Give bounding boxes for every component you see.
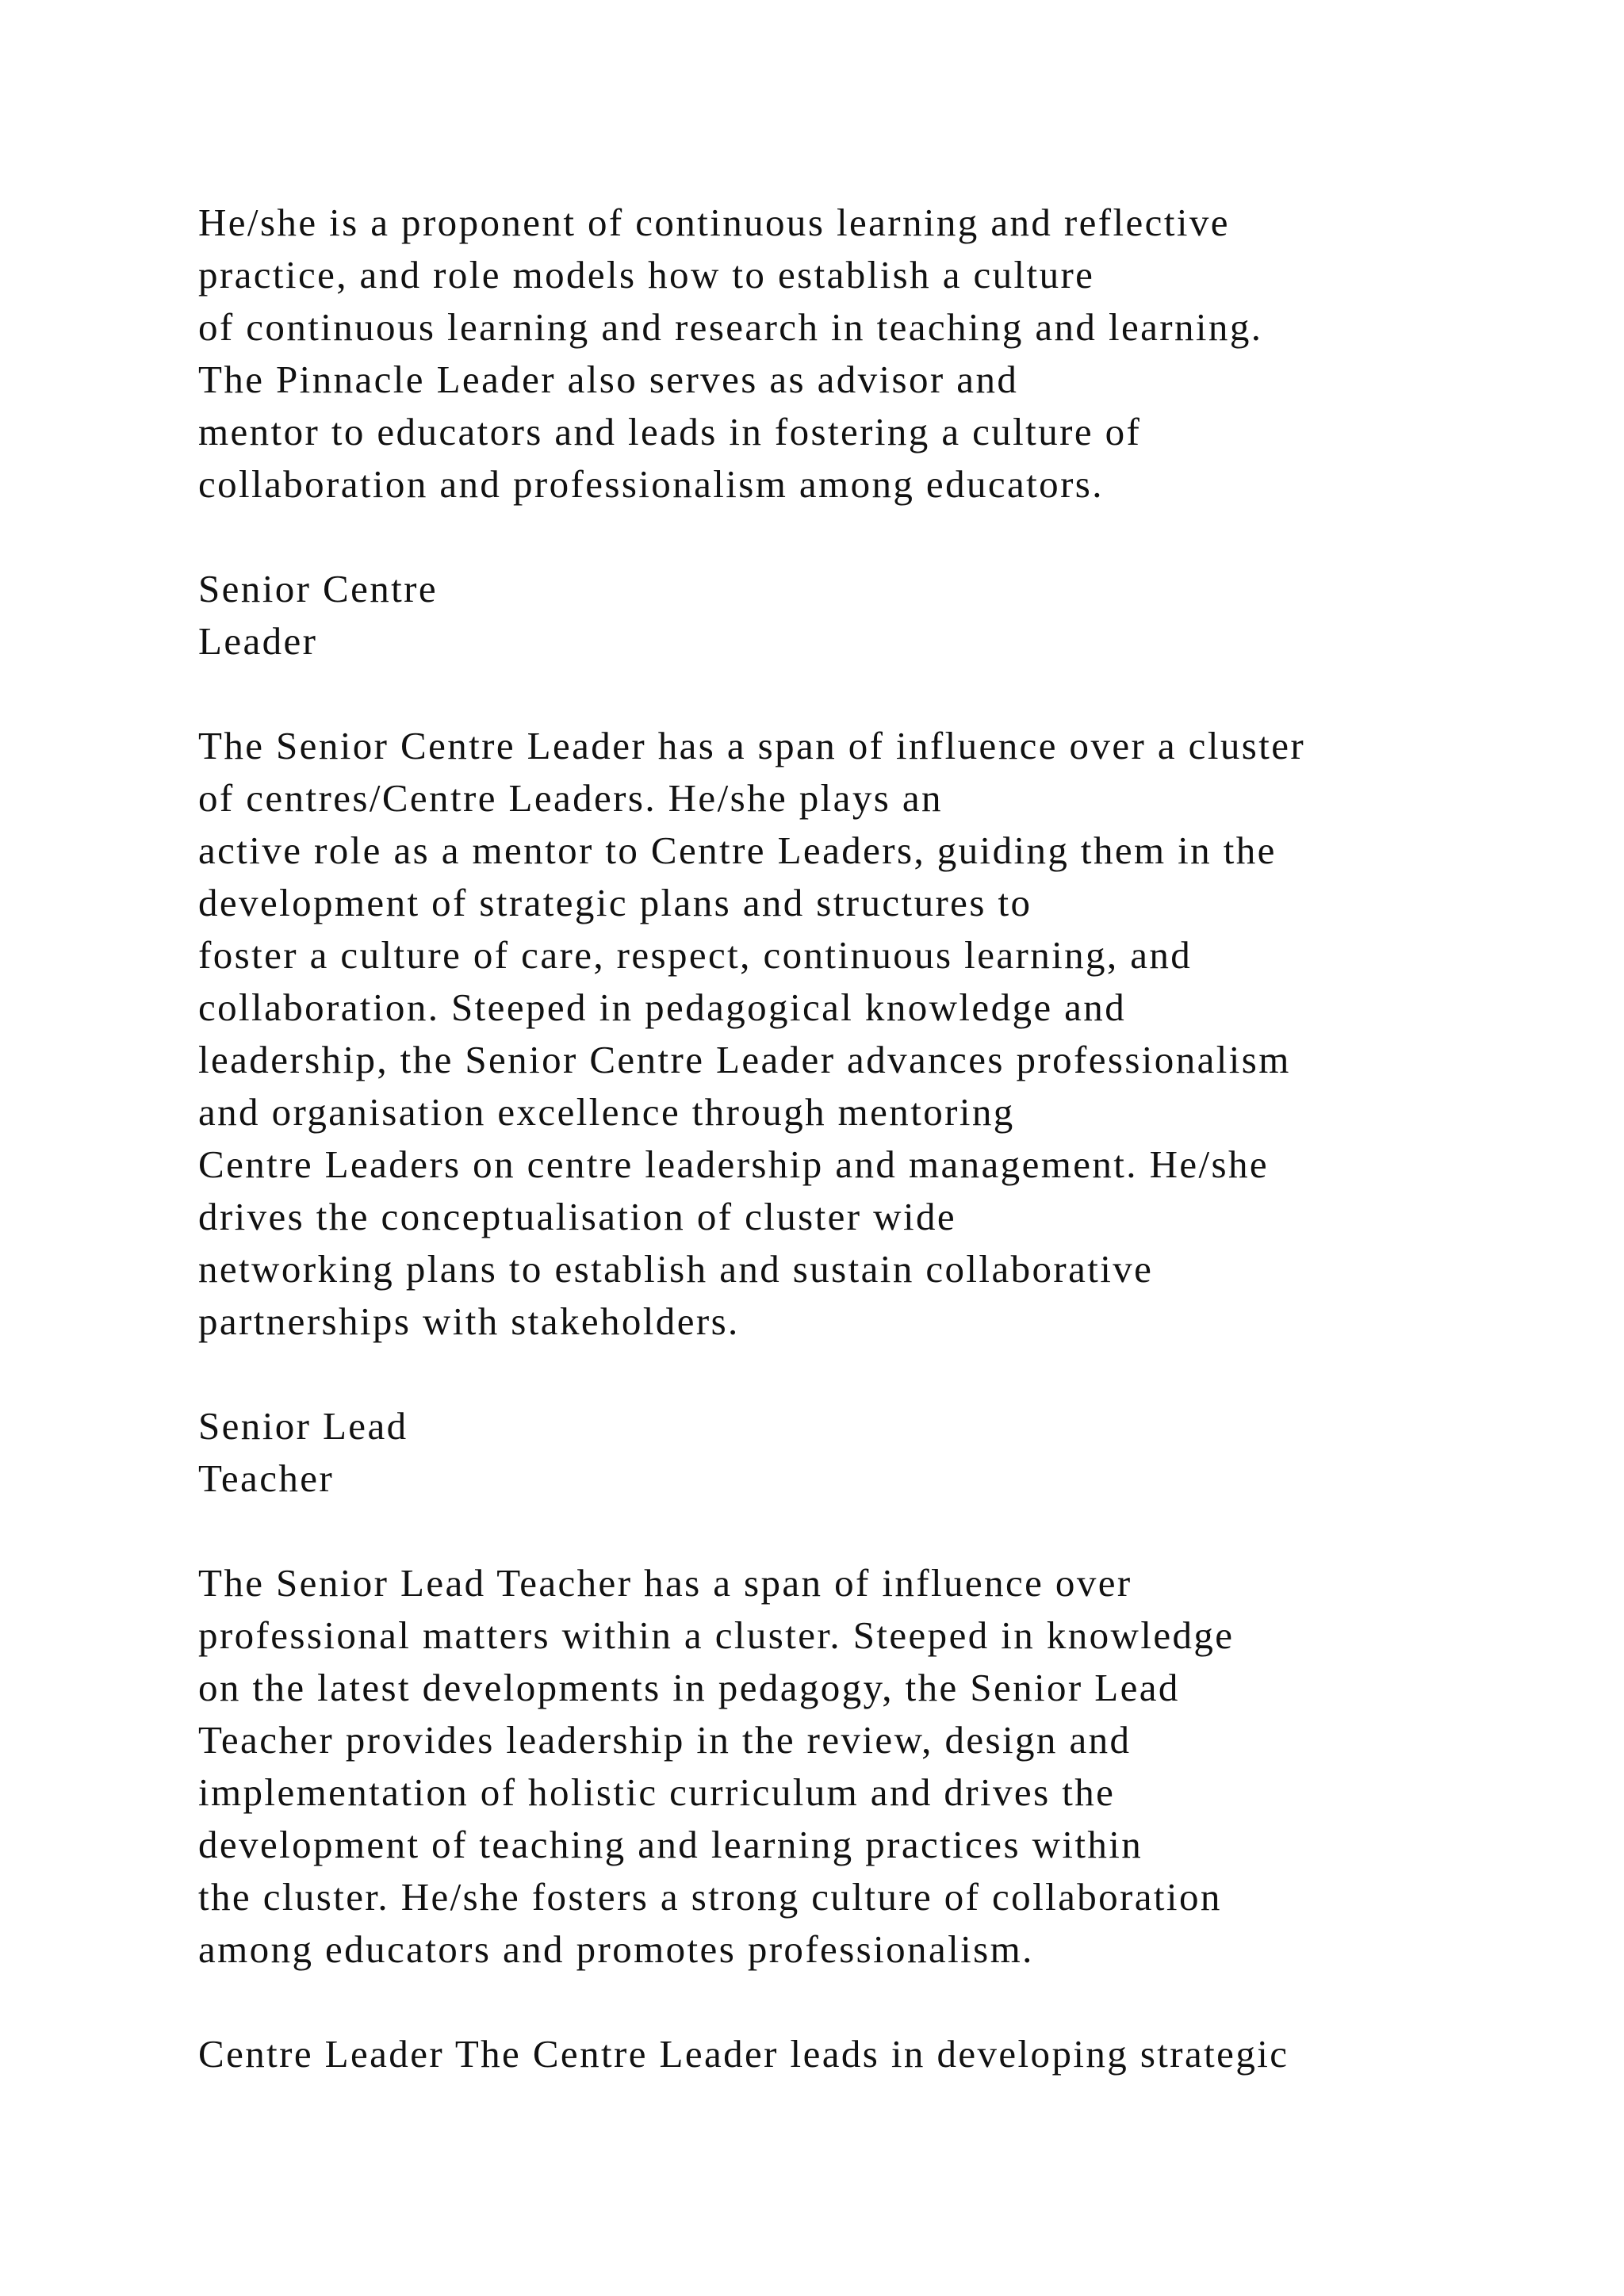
paragraph-gap [198,1348,1499,1400]
section-heading: Senior Centre [198,567,438,610]
text-line: practice, and role models how to establish a culture [198,253,1095,297]
text-line: development of strategic plans and structures to [198,881,1032,924]
text-line: The Senior Centre Leader has a span of influence over a cluster [198,724,1306,767]
text-line: Centre Leaders on centre leadership and management. He/she [198,1142,1270,1186]
text-line: drives the conceptualisation of cluster wide [198,1195,957,1238]
text-line: active role as a mentor to Centre Leaders, guiding them in the [198,828,1277,872]
text-line: implementation of holistic curriculum and drives the [198,1770,1116,1814]
text-line: of centres/Centre Leaders. He/she plays an [198,776,943,820]
paragraph-gap [198,511,1499,563]
text-line: development of teaching and learning practices within [198,1823,1143,1866]
section-heading: Teacher [198,1456,335,1500]
paragraph-gap [198,1505,1499,1557]
text-line: The Pinnacle Leader also serves as advisor and [198,358,1019,401]
text-line: collaboration and professionalism among educators. [198,462,1104,506]
text-line: Teacher provides leadership in the review, design and [198,1718,1132,1762]
text-line: partnerships with stakeholders. [198,1299,740,1343]
text-line: on the latest developments in pedagogy, the Senior Lead [198,1666,1180,1709]
document-body [198,197,1499,2080]
text-line: professional matters within a cluster. Steeped in knowledge [198,1613,1235,1657]
text-line: foster a culture of care, respect, continuous learning, and [198,933,1193,977]
text-line: The Senior Lead Teacher has a span of influence over [198,1561,1132,1605]
text-line: mentor to educators and leads in fostering a culture of [198,410,1142,453]
section-heading: Leader [198,619,318,663]
text-line: He/she is a proponent of continuous learning and reflective [198,201,1230,244]
paragraph-gap [198,668,1499,720]
text-line: among educators and promotes professionalism. [198,1927,1034,1971]
text-line: networking plans to establish and sustain collaborative [198,1247,1154,1291]
text-line: of continuous learning and research in teaching and learning. [198,305,1263,349]
paragraph-gap [198,1976,1499,2028]
text-line: Centre Leader The Centre Leader leads in developing strategic [198,2032,1289,2076]
section-heading: Senior Lead [198,1404,408,1448]
text-line: leadership, the Senior Centre Leader advances professionalism [198,1038,1291,1081]
text-line: and organisation excellence through mentoring [198,1090,1015,1134]
text-line: the cluster. He/she fosters a strong culture of collaboration [198,1875,1222,1919]
text-line: collaboration. Steeped in pedagogical knowledge and [198,985,1127,1029]
